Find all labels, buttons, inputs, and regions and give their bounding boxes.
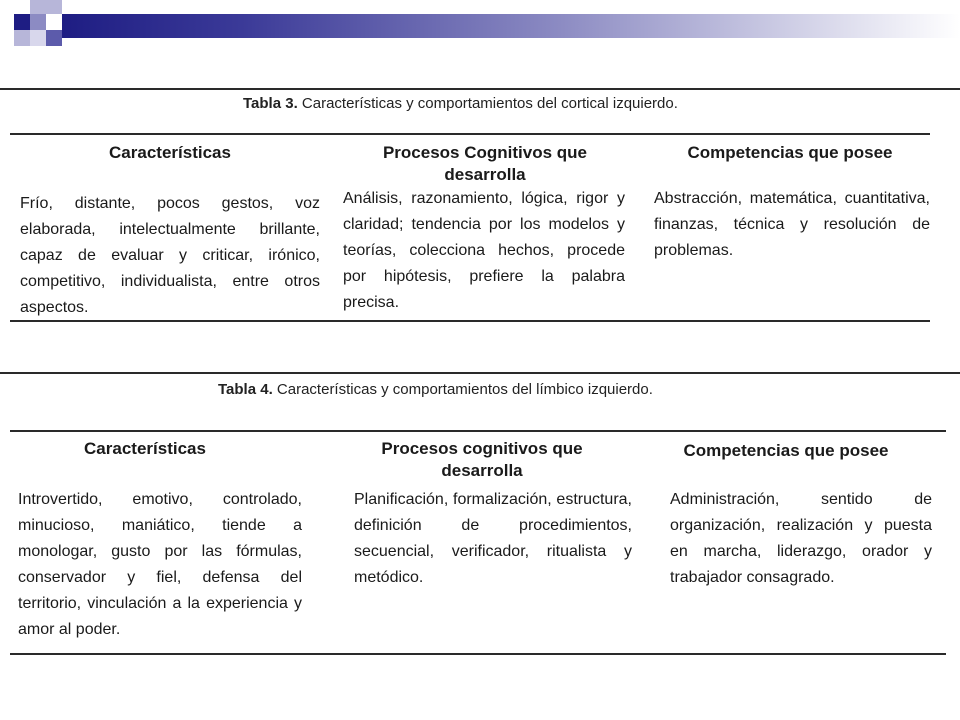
table-3-caption-label: Tabla 3. xyxy=(243,95,298,112)
table-4-caption-text: Características y comportamientos del límbico izquierdo. xyxy=(272,381,653,398)
table-3-cell-characteristics: Frío, distante, pocos gestos, voz elaborada, intelectualmente brillante, capaz de evaluar y criticar, irónico, competitivo, individualista, entre otros aspectos. xyxy=(20,195,320,316)
table-4-caption-label: Tabla 4. xyxy=(218,381,273,398)
table-3-header-competencies: Competencias que posee xyxy=(687,143,893,162)
table-4-caption xyxy=(218,381,653,398)
table-3-cell-cognitive-processes: Análisis, razonamiento, lógica, rigor y claridad; tendencia por los modelos y teorías, colecciona hechos, procede por hipótesis, prefiere la palabra precisa. xyxy=(343,190,625,311)
table-4-header-rule xyxy=(10,430,946,432)
table-4-header-characteristics: Características xyxy=(84,439,206,458)
table-3-caption-text: Características y comportamientos del cortical izquierdo. xyxy=(297,95,678,112)
table-4-header-cognitive-processes: Procesos cognitivos que desarrolla xyxy=(381,439,583,480)
table-4-header-competencies: Competencias que posee xyxy=(683,441,889,460)
table-4-bottom-rule xyxy=(10,653,946,655)
table-3-cell-competencies: Abstracción, matemática, cuantitativa, finanzas, técnica y resolución de problemas. xyxy=(654,190,930,259)
table-4-cell-characteristics: Introvertido, emotivo, controlado, minucioso, maniático, tiende a monologar, gusto por las fórmulas, conservador y fiel, defensa del territorio, vinculación a la experiencia y amor al poder. xyxy=(18,491,302,638)
table-4-top-rule xyxy=(0,372,960,374)
table-4-cell-cognitive-processes: Planificación, formalización, estructura, definición de procedimientos, secuencial, verificador, ritualista y metódico. xyxy=(354,491,632,586)
table-3-header-characteristics: Características xyxy=(109,143,231,162)
table-4-cell-competencies: Administración, sentido de organización, realización y puesta en marcha, liderazgo, orador y trabajador consagrado. xyxy=(670,491,932,586)
table-3-header-cognitive-processes: Procesos Cognitivos que desarrolla xyxy=(382,143,588,184)
